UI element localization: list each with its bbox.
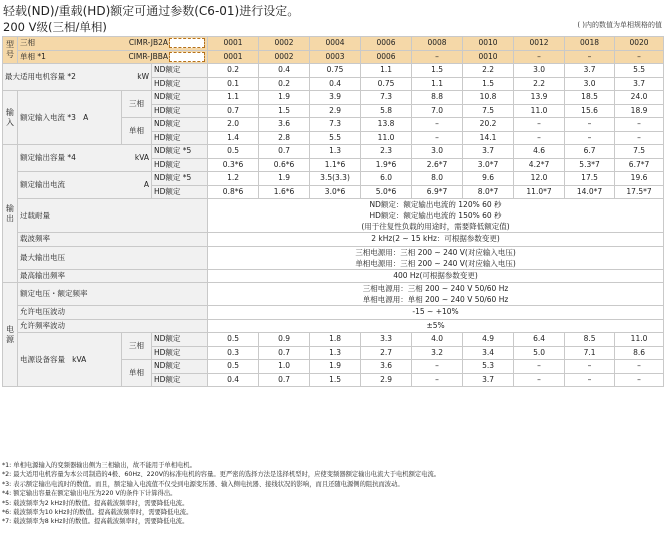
three-phase-label: 三相 — [122, 91, 152, 118]
value-cell: 1.2 — [208, 172, 259, 186]
footnote: *5: 载波频率为2 kHz时的数值。提高载波频率时，需要降低电流。 — [2, 499, 189, 507]
value-cell: – — [615, 118, 664, 132]
value-cell: – — [615, 373, 664, 387]
value-cell: 0.7 — [259, 145, 310, 159]
value-cell: 17.5 — [565, 172, 615, 186]
value-cell: 0002 — [259, 50, 310, 64]
value-line: HD额定：额定输出电流的 150% 60 秒 — [369, 211, 502, 220]
value-cell: 2.6*7 — [412, 158, 463, 172]
rating-label: HD额定 — [152, 131, 208, 145]
max-freq-label: 最高输出频率 — [18, 269, 208, 283]
value-cell: 1.3 — [310, 346, 361, 360]
value-cell: 3.4 — [463, 346, 514, 360]
table-row — [3, 91, 664, 105]
value-line: 单相电源用：三相 200 ~ 240 V(对应输入电压) — [355, 258, 516, 268]
value-line: (用于往复性负载的用途时，需要降低额定值) — [361, 222, 510, 231]
value-cell: 6.7*7 — [615, 158, 664, 172]
value-cell: – — [565, 118, 615, 132]
value-cell: 14.0*7 — [565, 185, 615, 199]
page-subtitle: 200 V级(三相/单相) — [3, 20, 107, 34]
value-cell: 19.6 — [615, 172, 664, 186]
value-cell: 3.7 — [615, 77, 664, 91]
value-cell: 1.3 — [310, 145, 361, 159]
rating-label: ND额定 — [152, 64, 208, 78]
value-cell: – — [565, 373, 615, 387]
value-cell: 5.3 — [463, 360, 514, 374]
value-cell: 6.9*7 — [412, 185, 463, 199]
value-cell: 0.2 — [259, 77, 310, 91]
value-cell: 3.5(3.3) — [310, 172, 361, 186]
voltage-fluct-value: -15 ~ +10% — [208, 306, 664, 320]
value-cell: 0.75 — [310, 64, 361, 78]
single-phase-label: 单相 — [122, 360, 152, 387]
value-cell: 2.8 — [259, 131, 310, 145]
value-line: 单相电源用：单相 200 ~ 240 V 50/60 Hz — [362, 295, 509, 304]
value-cell: 4.0 — [412, 333, 463, 347]
single-phase-label: 单相 — [122, 118, 152, 145]
value-line: 三相电源用：三相 200 ~ 240 V(对应输入电压) — [355, 247, 516, 257]
value-cell: 5.0 — [514, 346, 565, 360]
value-cell: 8.5 — [565, 333, 615, 347]
value-cell: 0012 — [514, 37, 565, 51]
rated-voltage-label: 额定电压・额定频率 — [18, 283, 208, 306]
value-cell: 1.9 — [259, 172, 310, 186]
value-cell: 3.7 — [463, 373, 514, 387]
value-cell: 1.5 — [412, 64, 463, 78]
value-cell: 15.6 — [565, 104, 615, 118]
value-cell: 1.5 — [259, 104, 310, 118]
overload-value — [208, 199, 664, 233]
value-cell: – — [514, 360, 565, 374]
value-cell: 1.5 — [463, 77, 514, 91]
value-cell: 0003 — [310, 50, 361, 64]
value-cell: – — [514, 131, 565, 145]
value-cell: 3.2 — [412, 346, 463, 360]
overload-label: 过载耐量 — [18, 199, 208, 233]
value-cell: 0.7 — [208, 104, 259, 118]
value-cell: 5.5 — [615, 64, 664, 78]
value-cell: 0.5 — [208, 333, 259, 347]
rating-label: HD额定 — [152, 373, 208, 387]
value-cell: – — [412, 360, 463, 374]
value-cell: 2.3 — [361, 145, 412, 159]
single-phase-label: 单相 *1 — [20, 51, 46, 61]
value-cell: 3.0*6 — [310, 185, 361, 199]
footnote: *1: 单相电源输入的变频器输出侧为三相输出，故不能用于单相电机。 — [2, 462, 196, 469]
motor-capacity-label — [3, 64, 152, 91]
value-cell: 17.5*7 — [615, 185, 664, 199]
value-cell: 8.0*7 — [463, 185, 514, 199]
value-cell: 7.0 — [412, 104, 463, 118]
value-cell: 3.0 — [565, 77, 615, 91]
unit-text: A — [143, 180, 149, 189]
model-code-box — [169, 52, 205, 62]
table-row — [3, 233, 664, 247]
value-cell: 0006 — [361, 50, 412, 64]
single-phase-model — [18, 50, 208, 64]
value-cell: 3.7 — [565, 64, 615, 78]
value-cell: 3.7 — [463, 145, 514, 159]
value-cell: 5.3*7 — [565, 158, 615, 172]
value-cell: 24.0 — [615, 91, 664, 105]
value-cell: 8.0 — [412, 172, 463, 186]
footnote: *6: 载波频率为10 kHz时的数值。提高载波频率时，需要降低电流。 — [2, 509, 193, 517]
value-cell: 3.6 — [361, 360, 412, 374]
value-cell: 11.0 — [361, 131, 412, 145]
value-cell: 5.8 — [361, 104, 412, 118]
value-cell: 1.9 — [259, 91, 310, 105]
power-group-label: 电源 — [3, 283, 18, 387]
value-cell: 7.1 — [565, 346, 615, 360]
model-code-box — [169, 38, 205, 48]
max-voltage-label: 最大输出电压 — [18, 246, 208, 269]
value-cell: 3.9 — [310, 91, 361, 105]
value-cell: 1.4 — [208, 131, 259, 145]
max-freq-value: 400 Hz(可根据参数变更) — [208, 269, 664, 283]
value-cell: 0.2 — [208, 64, 259, 78]
model-row-single — [3, 50, 664, 64]
value-cell: 0004 — [310, 37, 361, 51]
value-cell: 0002 — [259, 37, 310, 51]
output-group-label: 输出 — [3, 145, 18, 283]
voltage-fluct-label: 允许电压波动 — [18, 306, 208, 320]
value-cell: 3.0 — [514, 64, 565, 78]
value-cell: 9.6 — [463, 172, 514, 186]
unit-text: A — [83, 112, 89, 122]
value-cell: 8.8 — [412, 91, 463, 105]
rating-label: ND额定 — [152, 333, 208, 347]
value-cell: 2.2 — [463, 64, 514, 78]
value-cell: 0.3 — [208, 346, 259, 360]
output-current-label — [18, 172, 152, 199]
table-row — [3, 145, 664, 159]
spec-table — [2, 36, 664, 387]
value-cell: – — [514, 50, 565, 64]
value-cell: 8.6 — [615, 346, 664, 360]
label-text: 额定输入电流 *3 — [20, 112, 76, 122]
model-prefix: CIMR-JBBA — [128, 51, 169, 61]
carrier-freq-value: 2 kHz(2 ~ 15 kHz：可根据参数变更) — [208, 233, 664, 247]
value-cell: 1.6*6 — [259, 185, 310, 199]
value-cell: 1.1*6 — [310, 158, 361, 172]
value-cell: 3.3 — [361, 333, 412, 347]
value-cell: 11.0 — [514, 104, 565, 118]
value-cell: 5.5 — [310, 131, 361, 145]
value-cell: 1.8 — [310, 333, 361, 347]
table-row — [3, 269, 664, 283]
equip-capacity-label — [18, 333, 122, 387]
value-cell: 13.9 — [514, 91, 565, 105]
footnote: *7: 载波频率为8 kHz时的数值。提高载波频率时，需要降低电流。 — [2, 518, 189, 526]
value-cell: 4.9 — [463, 333, 514, 347]
value-cell: 2.9 — [361, 373, 412, 387]
value-cell: 4.2*7 — [514, 158, 565, 172]
value-cell: 0010 — [463, 37, 514, 51]
value-cell: 3.0*7 — [463, 158, 514, 172]
model-label: 型号 — [3, 37, 18, 64]
rating-label: HD额定 — [152, 185, 208, 199]
value-cell: – — [412, 50, 463, 64]
label-text: 额定输出电流 — [20, 180, 65, 189]
value-cell: 2.0 — [208, 118, 259, 132]
three-phase-model — [18, 37, 208, 51]
value-cell: 0.75 — [361, 77, 412, 91]
three-phase-label: 三相 — [20, 38, 35, 48]
value-cell: 1.1 — [208, 91, 259, 105]
value-cell: – — [565, 50, 615, 64]
value-cell: 1.9 — [310, 360, 361, 374]
value-cell: 0018 — [565, 37, 615, 51]
value-cell: 0020 — [615, 37, 664, 51]
table-row — [3, 333, 664, 347]
value-cell: 0.7 — [259, 346, 310, 360]
value-cell: – — [412, 118, 463, 132]
footnote: *4: 额定输出容量在额定输出电压为220 V的条件下计算得出。 — [2, 490, 177, 498]
label-text: 额定输出容量 *4 — [20, 153, 76, 162]
value-cell: 0.7 — [259, 373, 310, 387]
value-cell: 7.5 — [615, 145, 664, 159]
table-row — [3, 172, 664, 186]
table-row — [3, 319, 664, 333]
value-cell: 5.0*6 — [361, 185, 412, 199]
value-cell: 7.3 — [310, 118, 361, 132]
table-row — [3, 64, 664, 78]
unit-text: kVA — [72, 354, 87, 364]
input-current-label — [18, 91, 122, 145]
value-cell: 11.0*7 — [514, 185, 565, 199]
value-cell: 0.4 — [208, 373, 259, 387]
freq-fluct-label: 允许频率波动 — [18, 319, 208, 333]
value-cell: 0.5 — [208, 360, 259, 374]
value-cell: 1.1 — [412, 77, 463, 91]
three-phase-label: 三相 — [122, 333, 152, 360]
value-cell: – — [615, 131, 664, 145]
unit-text: kW — [137, 72, 149, 81]
value-cell: – — [615, 50, 664, 64]
value-cell: 1.9*6 — [361, 158, 412, 172]
rated-voltage-value — [208, 283, 664, 306]
value-cell: 0.6*6 — [259, 158, 310, 172]
value-cell: 2.7 — [361, 346, 412, 360]
rating-label: HD额定 — [152, 158, 208, 172]
rating-label: HD额定 — [152, 346, 208, 360]
page-title: 轻载(ND)/重载(HD)额定可通过参数(C6-01)进行设定。 — [3, 4, 300, 18]
carrier-freq-label: 载波频率 — [18, 233, 208, 247]
value-cell: 2.9 — [310, 104, 361, 118]
value-cell: 7.3 — [361, 91, 412, 105]
value-cell: 18.9 — [615, 104, 664, 118]
value-cell: 0.5 — [208, 145, 259, 159]
rating-label: HD额定 — [152, 104, 208, 118]
footnote: *3: 表示额定输出电流时的数值。而且，额定输入电流值不仅受到电源变压器、输入侧电抗器、接线状况的影响，而且还随电源侧的阻抗而波动。 — [2, 480, 404, 488]
value-cell: 6.0 — [361, 172, 412, 186]
value-cell: 0.8*6 — [208, 185, 259, 199]
output-capacity-label — [18, 145, 152, 172]
value-cell: – — [615, 360, 664, 374]
value-cell: 0.3*6 — [208, 158, 259, 172]
value-cell: 3.6 — [259, 118, 310, 132]
rating-label: HD额定 — [152, 77, 208, 91]
footnotes — [2, 461, 662, 527]
value-cell: 0008 — [412, 37, 463, 51]
model-row-three — [3, 37, 664, 51]
value-cell: 6.7 — [565, 145, 615, 159]
rating-label: ND额定 *5 — [152, 172, 208, 186]
value-cell: 4.6 — [514, 145, 565, 159]
value-cell: 0.9 — [259, 333, 310, 347]
rating-label: ND额定 *5 — [152, 145, 208, 159]
value-cell: 0.4 — [259, 64, 310, 78]
value-cell: 10.8 — [463, 91, 514, 105]
value-cell: – — [565, 131, 615, 145]
value-cell: – — [514, 373, 565, 387]
value-cell: 1.1 — [361, 64, 412, 78]
value-line: ND额定：额定输出电流的 120% 60 秒 — [369, 200, 502, 209]
single-phase-note: ( )内的数值为单相规格的值 — [577, 21, 662, 29]
footnote: *2: 最大适用电机容量为本公司制造的4极、60Hz、220V的标准电机的容量。更严密的选择方法是选择机型时，应使变频器额定输出电流大于电机额定电流。 — [2, 471, 441, 479]
value-cell: 3.0 — [412, 145, 463, 159]
value-cell: 7.5 — [463, 104, 514, 118]
rating-label: ND额定 — [152, 91, 208, 105]
value-line: 三相电源用：三相 200 ~ 240 V 50/60 Hz — [362, 284, 509, 293]
value-cell: 6.4 — [514, 333, 565, 347]
max-voltage-value — [208, 246, 664, 269]
value-cell: 1.0 — [259, 360, 310, 374]
input-group-label: 输入 — [3, 91, 18, 145]
value-cell: – — [412, 131, 463, 145]
value-cell: 12.0 — [514, 172, 565, 186]
value-cell: 14.1 — [463, 131, 514, 145]
table-row — [3, 306, 664, 320]
model-prefix: CIMR-JB2A — [128, 38, 169, 48]
value-cell: 20.2 — [463, 118, 514, 132]
value-cell: 0.1 — [208, 77, 259, 91]
label-text: 电源设备容量 — [20, 354, 65, 364]
value-cell: 18.5 — [565, 91, 615, 105]
value-cell: 0001 — [208, 50, 259, 64]
value-cell: 0010 — [463, 50, 514, 64]
value-cell: – — [514, 118, 565, 132]
rating-label: ND额定 — [152, 118, 208, 132]
value-cell: – — [565, 360, 615, 374]
value-cell: 13.8 — [361, 118, 412, 132]
value-cell: 0.4 — [310, 77, 361, 91]
value-cell: 0006 — [361, 37, 412, 51]
value-cell: 2.2 — [514, 77, 565, 91]
freq-fluct-value: ±5% — [208, 319, 664, 333]
label-text: 最大适用电机容量 *2 — [5, 72, 76, 81]
value-cell: 1.5 — [310, 373, 361, 387]
value-cell: 0001 — [208, 37, 259, 51]
value-cell: 11.0 — [615, 333, 664, 347]
value-cell: – — [412, 373, 463, 387]
rating-label: ND额定 — [152, 360, 208, 374]
unit-text: kVA — [134, 153, 149, 162]
